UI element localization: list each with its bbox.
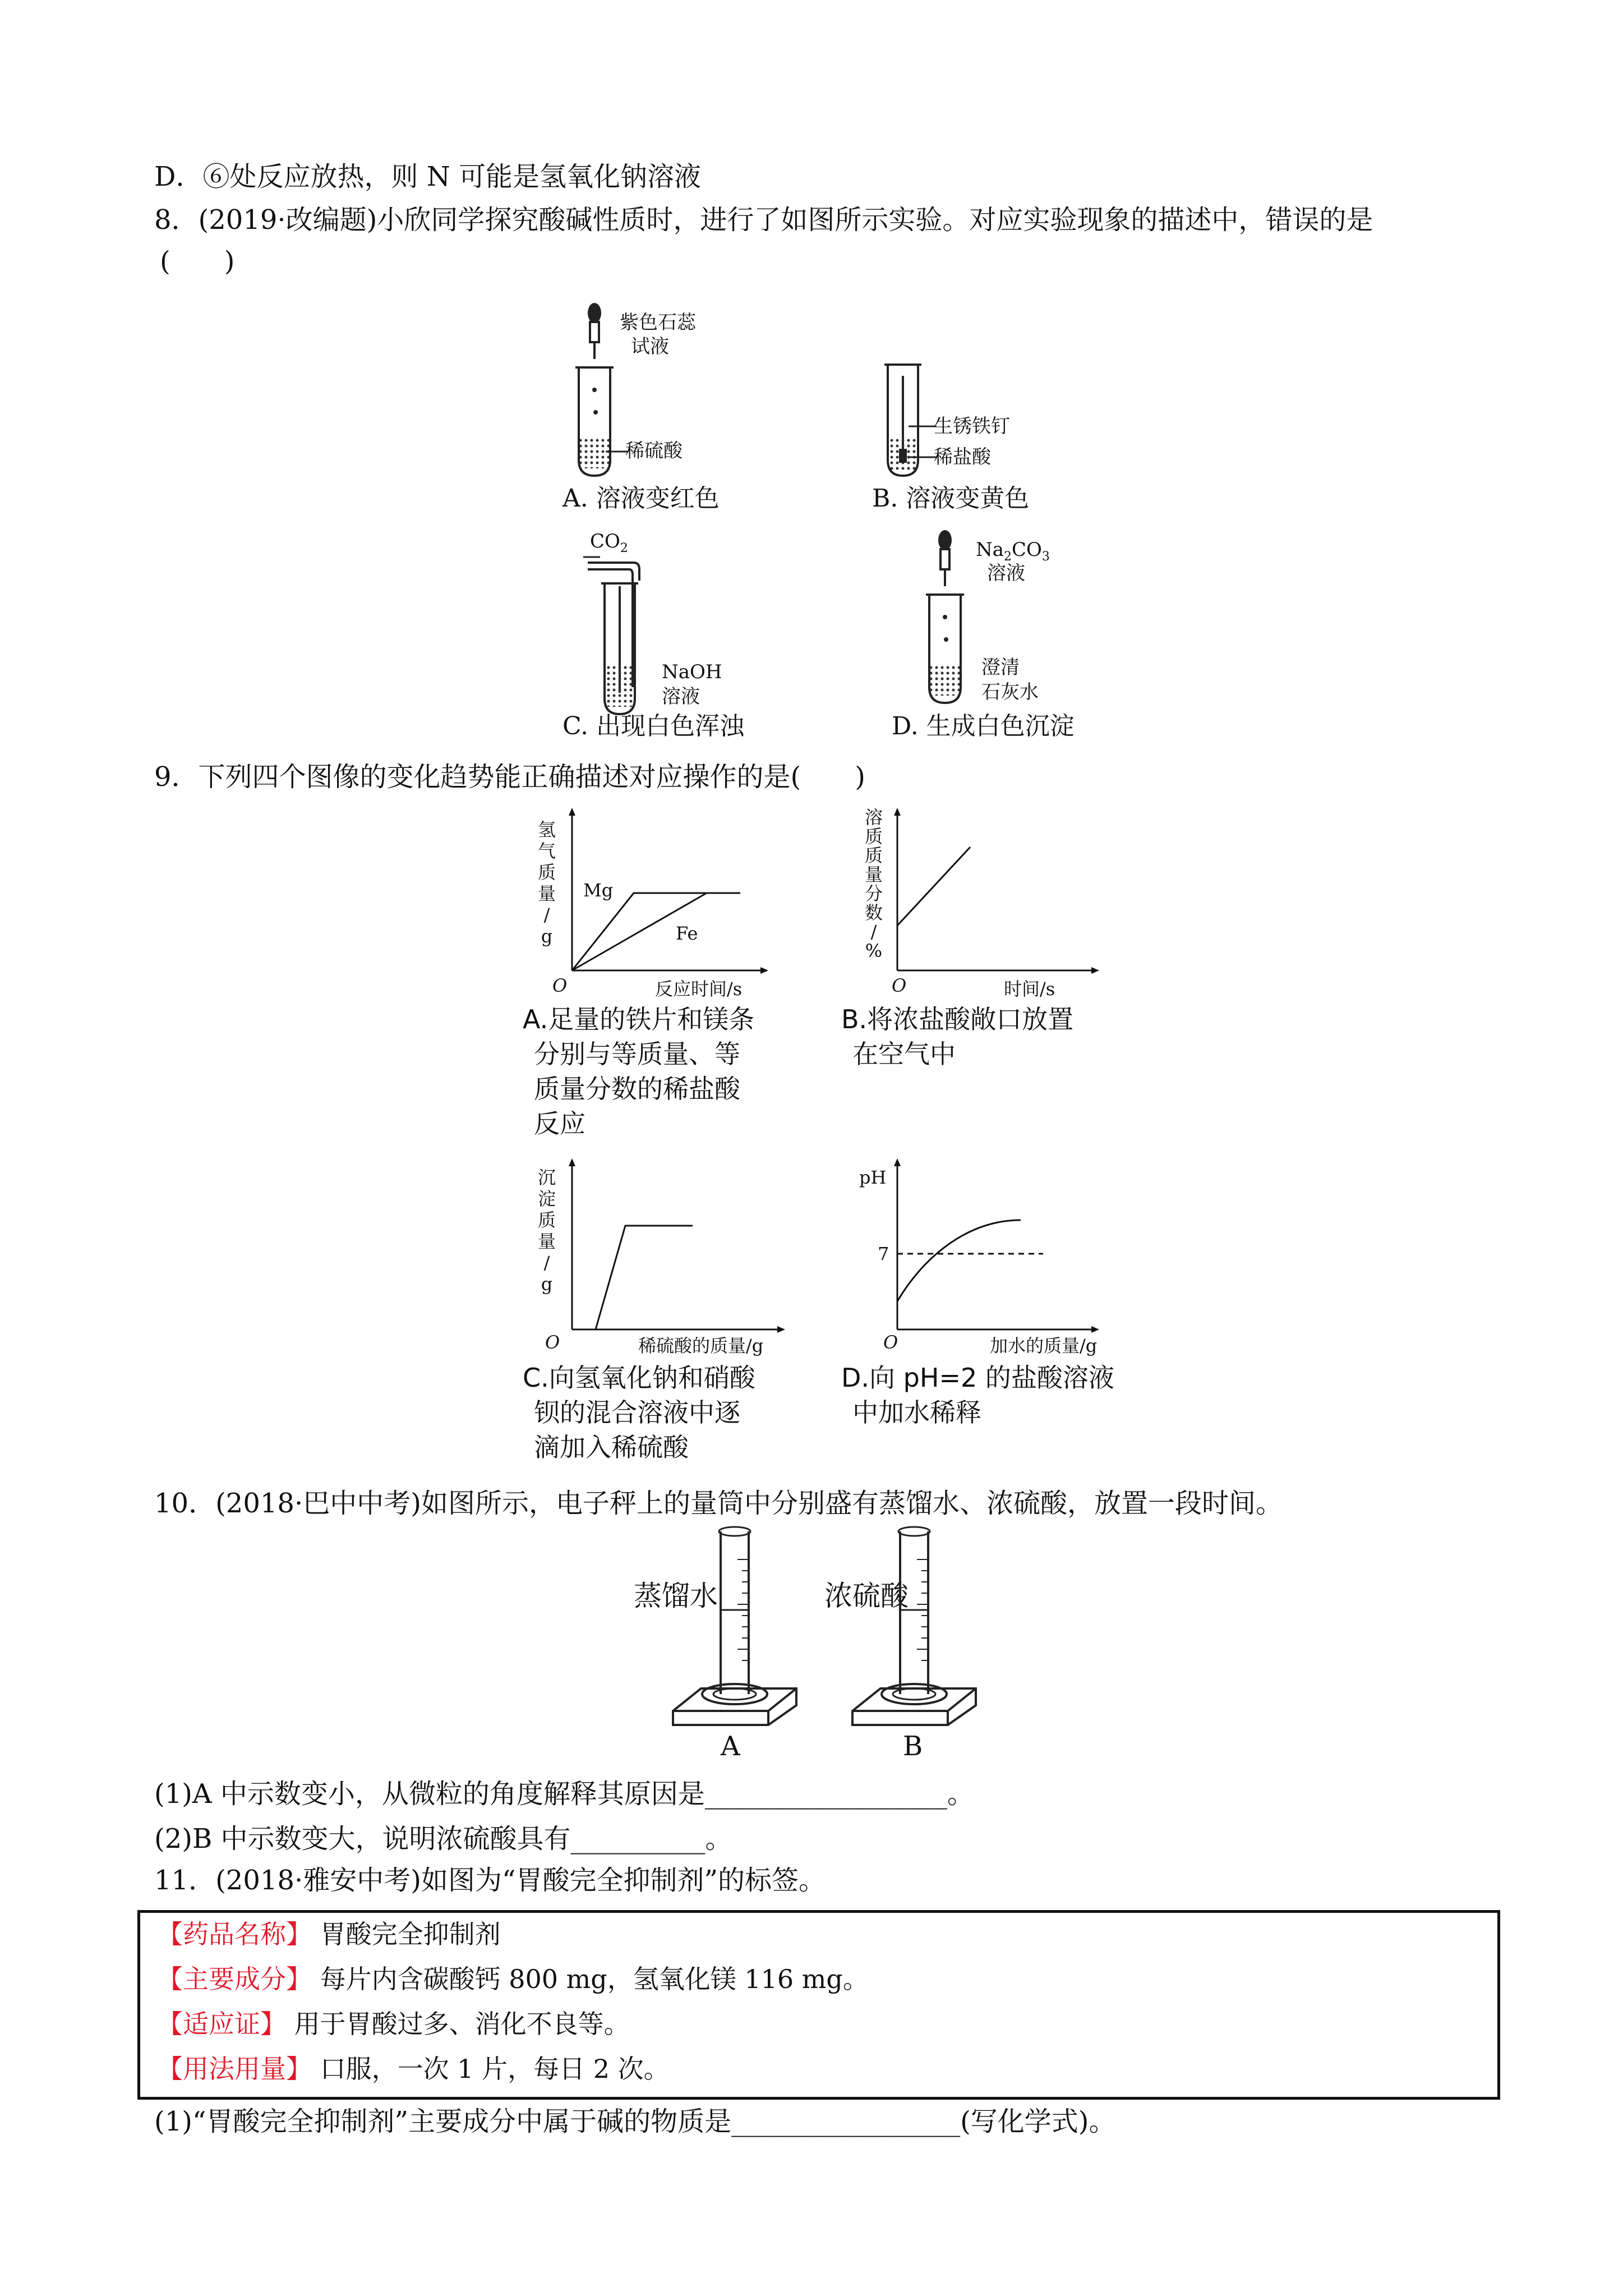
q9a-series-fe: Fe xyxy=(676,923,698,944)
q8-answer-paren: ( ) xyxy=(160,246,235,277)
q10-sub2: (2)B 中示数变大，说明浓硫酸具有__________。 xyxy=(154,1823,732,1855)
q9c-line xyxy=(596,1226,693,1329)
q9d-desc: D.向 pH=2 的盐酸溶液 中加水稀释 xyxy=(841,1363,1114,1428)
q8b-solid-label: 生锈铁钉 xyxy=(934,415,1010,438)
q9b-ylabel: 溶 质 质 量 分 数 / % xyxy=(864,807,883,961)
q10-scale-a-diagram xyxy=(662,1526,808,1728)
q8d-caption: D. 生成白色沉淀 xyxy=(892,712,1075,740)
q9d-origin: O xyxy=(883,1332,898,1353)
q7-option-d: D．⑥处反应放热，则 N 可能是氢氧化钠溶液 xyxy=(154,161,702,192)
q8d-dropper-label-2: 溶液 xyxy=(987,562,1025,585)
q11-label-row xyxy=(157,1917,501,1951)
q9d-xlabel: 加水的质量/g xyxy=(990,1335,1098,1356)
q10-stem: 10．(2018·巴中中考)如图所示，电子秤上的量筒中分别盛有蒸馏水、浓硫酸，放置一段时间。 xyxy=(154,1488,1283,1519)
q9a-series-mg: Mg xyxy=(583,880,614,901)
q10-right-label: 浓硫酸 xyxy=(824,1580,909,1612)
q9a-xlabel: 反应时间/s xyxy=(655,978,743,1000)
q9c-ylabel: 沉 淀 质 量 / g xyxy=(537,1167,556,1295)
q9c-xlabel: 稀硫酸的质量/g xyxy=(638,1335,764,1356)
q8d-tube-diagram xyxy=(911,524,979,710)
q9b-desc: B.将浓盐酸敞口放置 在空气中 xyxy=(841,1004,1074,1069)
q8b-caption: B. 溶液变黄色 xyxy=(872,484,1030,513)
q11-stem: 11．(2018·雅安中考)如图为“胃酸完全抑制剂”的标签。 xyxy=(154,1865,826,1896)
q8d-liquid-label-2: 石灰水 xyxy=(981,681,1039,703)
q9d-curve xyxy=(897,1220,1021,1301)
q9a-origin: O xyxy=(552,975,568,996)
q11-sub1: (1)“胃酸完全抑制剂”主要成分中属于碱的物质是_________________(写化学式)。 xyxy=(154,2106,1116,2137)
q11-label-tag: 【主要成分】 xyxy=(157,1964,312,1994)
q8c-gas-label: $CO_2$ xyxy=(590,530,628,555)
q9b-xlabel: 时间/s xyxy=(1004,978,1055,1000)
q9a-ylabel: 氢 气 质 量 / g xyxy=(537,819,556,947)
q8c-liquid-label: NaOH xyxy=(662,661,722,683)
q9d-axes xyxy=(886,1158,1099,1335)
q9-stem: 9．下列四个图像的变化趋势能正确描述对应操作的是( ) xyxy=(154,761,865,793)
q11-label-tag: 【药品名称】 xyxy=(157,1919,312,1949)
q10-left-label: 蒸馏水 xyxy=(634,1580,718,1612)
q11-label-row xyxy=(157,1962,869,1996)
q8a-caption: A. 溶液变红色 xyxy=(562,484,720,513)
q11-medicine-label xyxy=(137,1910,1500,2100)
q8c-caption: C. 出现白色浑浊 xyxy=(562,712,745,740)
q11-label-text: 口服，一次 1 片，每日 2 次。 xyxy=(312,2054,670,2084)
q8c-tube-diagram xyxy=(583,547,651,721)
q10-scale-b-diagram xyxy=(841,1526,987,1728)
q8b-liquid-label: 稀盐酸 xyxy=(934,446,991,468)
q11-label-text: 胃酸完全抑制剂 xyxy=(312,1919,501,1949)
q9d-ylabel: pH xyxy=(859,1167,887,1188)
q9c-desc: C.向氢氧化钠和硝酸 钡的混合溶液中逐 滴加入稀硫酸 xyxy=(523,1363,755,1462)
q9a-desc: A.足量的铁片和镁条 分别与等质量、等 质量分数的稀盐酸 反应 xyxy=(523,1004,755,1139)
q8-stem: 8．(2019·改编题)小欣同学探究酸碱性质时，进行了如图所示实验。对应实验现象的描述中，错误的是 xyxy=(154,204,1373,236)
q8a-pointer-line xyxy=(606,443,628,460)
q11-label-row xyxy=(157,2007,630,2041)
q8a-dropper-label-2: 试液 xyxy=(631,335,669,358)
q9b-origin: O xyxy=(892,975,907,996)
q11-label-row xyxy=(157,2052,670,2086)
q11-label-text: 用于胃酸过多、消化不良等。 xyxy=(286,2009,630,2039)
q10-cap-a: A xyxy=(721,1731,740,1762)
q8a-dropper-label: 紫色石蕊 xyxy=(620,311,696,334)
q11-label-tag: 【用法用量】 xyxy=(157,2054,312,2084)
q9a-mg-line xyxy=(572,893,740,970)
q9c-axes xyxy=(561,1158,785,1335)
q9b-axes xyxy=(886,808,1099,976)
q9b-line xyxy=(897,847,970,926)
q8a-liquid-label: 稀硫酸 xyxy=(625,440,683,462)
q10-sub1: (1)A 中示数变小，从微粒的角度解释其原因是__________________。 xyxy=(154,1778,974,1810)
q11-label-text: 每片内含碳酸钙 800 mg，氢氧化镁 116 mg。 xyxy=(312,1964,869,1994)
q11-label-tag: 【适应证】 xyxy=(157,2009,286,2039)
q9c-origin: O xyxy=(545,1332,560,1353)
q8c-liquid-label-2: 溶液 xyxy=(662,685,700,708)
q8d-liquid-label: 澄清 xyxy=(981,656,1020,679)
q10-cap-b: B xyxy=(903,1731,923,1762)
q9d-tick-7: 7 xyxy=(878,1243,889,1264)
q8d-dropper-label: $Na_2CO_3$ xyxy=(976,539,1050,564)
